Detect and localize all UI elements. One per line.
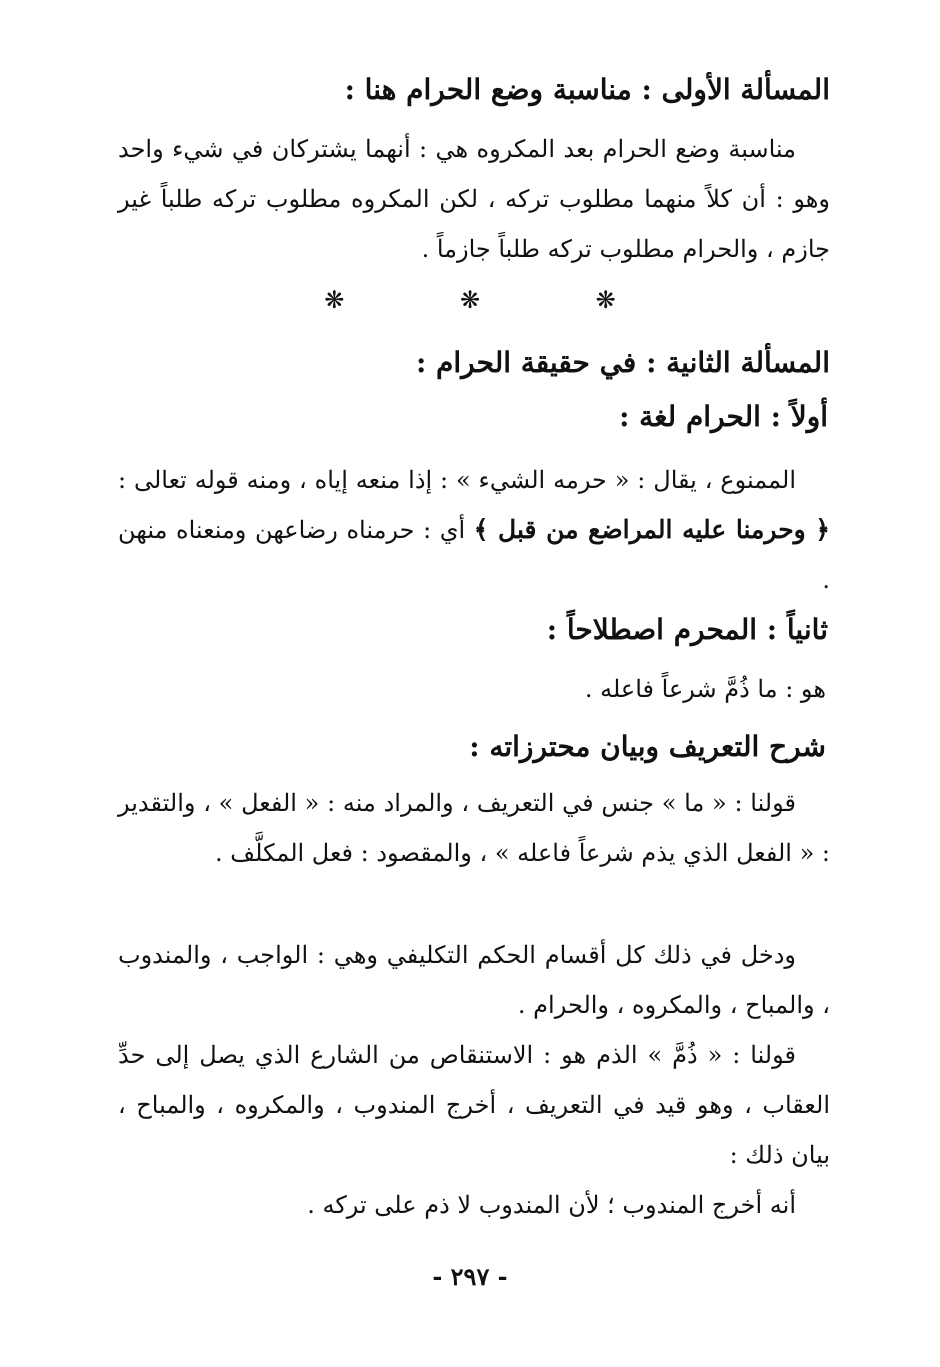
lexical-text-a: الممنوع ، يقال : « حرمه الشيء » : إذا منعه إياه ، ومنه قوله تعالى : <box>118 466 796 494</box>
section-1-text: مناسبة وضع الحرام بعد المكروه هي : أنهما يشتركان في شيء واحد وهو : أن كلاً منهما مطلوب تركه ، لكن المكروه مطلوب تركه طلباً غير جازم ، والحرام مطلوب تركه طلباً جازماً . <box>118 135 830 263</box>
explanation-text-1: قولنا : « ما » جنس في التعريف ، والمراد منه : « الفعل » ، والتقدير : « الفعل الذي يذم شرعاً فاعله » ، والمقصود : فعل المكلَّف . <box>118 789 830 867</box>
explanation-text-3: قولنا : « ذُمَّ » الذم هو : الاستنقاص من الشارع الذي يصل إلى حدِّ العقاب ، وهو قيد في التعريف ، أخرج المندوب ، والمكروه ، والمباح ، بيان ذلك : <box>118 1041 830 1169</box>
explanation-heading: شرح التعريف وبيان محترزاته : <box>469 730 826 763</box>
technical-definition-heading: ثانياً : المحرم اصطلاحاً : <box>546 613 828 646</box>
explanation-paragraph-4 <box>118 1180 830 1230</box>
explanation-paragraph-2 <box>118 930 830 1030</box>
page-number: - ٢٩٧ - <box>432 1262 508 1291</box>
lexical-definition-paragraph <box>118 455 830 605</box>
lexical-text-b: أي : حرمناه رضاعهن ومنعناه منهن . <box>118 516 830 594</box>
lexical-definition-heading: أولاً : الحرام لغة : <box>619 400 828 433</box>
explanation-text-2: ودخل في ذلك كل أقسام الحكم التكليفي وهي : الواجب ، والمندوب ، والمباح ، والمكروه ، والحرام . <box>118 941 830 1019</box>
quran-verse: ﴿ وحرمنا عليه المراضع من قبل ﴾ <box>473 515 830 544</box>
explanation-text-4: أنه أخرج المندوب ؛ لأن المندوب لا ذم على تركه . <box>307 1191 796 1219</box>
definition-text: هو : ما ذُمَّ شرعاً فاعله . <box>584 675 826 703</box>
section-1-paragraph <box>118 124 830 274</box>
section-1-title: المسألة الأولى : مناسبة وضع الحرام هنا : <box>344 73 830 106</box>
explanation-paragraph-3 <box>118 1030 830 1180</box>
explanation-paragraph-1 <box>118 778 830 878</box>
section-separator: ❋ ❋ ❋ <box>324 286 670 314</box>
section-2-title: المسألة الثانية : في حقيقة الحرام : <box>415 346 830 379</box>
